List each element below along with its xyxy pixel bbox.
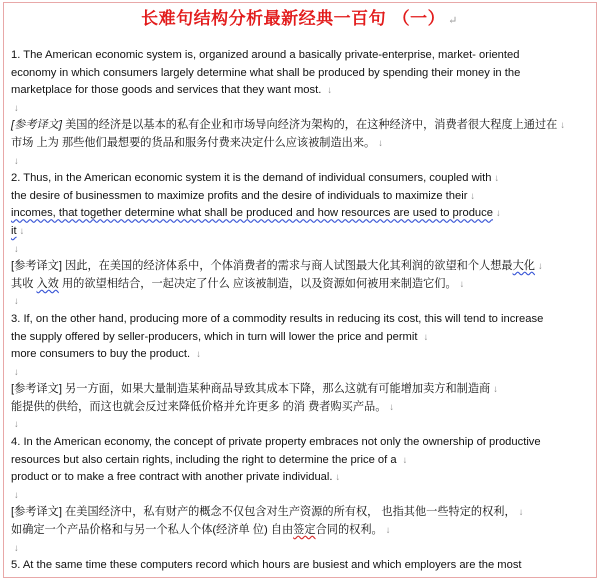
paragraph-mark: ↓ (335, 472, 341, 484)
translation-1-line-1-text: 美国的经济是以基本的私有企业和市场导向经济为架构的，在这种经济中，消费者很大程度上通过在 (61, 119, 558, 132)
paragraph-mark: ↓ (495, 208, 501, 220)
sentence-4-line-1: 4. In the American economy, the concept of private property embraces not only the ownership of productive (11, 436, 541, 449)
sentence-2-line-2-text: the desire of businessmen to maximize profits and the desire of individuals to maximize their (11, 189, 468, 202)
paragraph-mark: ↓ (327, 85, 333, 97)
paragraph-mark: ↓ (14, 489, 19, 501)
translation-2-underlined-word: 大化 (512, 260, 535, 273)
paragraph-mark: ↓ (14, 366, 19, 378)
sentence-1-line-3-text: marketplace for those goods and services that they want most. (11, 84, 325, 97)
paragraph-mark: ↓ (423, 331, 429, 343)
sentence-3-line-2-text: the supply offered by seller-producers, which in turn will lower the price and permit (11, 330, 421, 343)
translation-2-line-1 (11, 258, 588, 276)
blank-line (11, 241, 588, 259)
translation-2-line-2-text-c: 用的欲望相结合，一起决定了什么 应该被制造，以及资源如何被用来制造它们。 (58, 277, 457, 290)
sentence-2-line-3-text: incomes, that together determine what shall be produced and how resources are used to produce (11, 207, 493, 220)
blank-line (11, 540, 588, 558)
blank-line (11, 100, 588, 118)
sentence-3-line-3-text: more consumers to buy the product. (11, 348, 194, 361)
paragraph-mark: ↓ (14, 243, 19, 255)
paragraph-mark: ↓ (378, 137, 383, 149)
sentence-4-line-2-text: resources but also certain rights, including the right to determine the price of a (11, 453, 400, 466)
sentence-4-line-2 (11, 452, 588, 470)
paragraph-mark: ↓ (459, 278, 465, 290)
sentence-5-line-1: 5. At the same time these computers record which hours are busiest and which employers are the most (11, 559, 522, 572)
blank-line (11, 293, 588, 311)
translation-4-line-1 (11, 504, 588, 522)
translation-4-line-2-text-c: 合同的权利。 (315, 524, 383, 537)
paragraph-mark: ↓ (518, 507, 524, 519)
translation-3-line-1 (11, 381, 588, 399)
translation-1-line-2 (11, 135, 588, 153)
sentence-4-line-3-text: product or to make a free contract with another private individual. (11, 471, 333, 484)
paragraph-mark: ↓ (493, 384, 498, 396)
blank-line (11, 364, 588, 382)
sentence-1-line-2: economy in which consumers largely determine what shall be produced by spending their money in the (11, 66, 521, 79)
paragraph-mark: ↓ (14, 296, 19, 308)
translation-2-underlined-word: 入效 (36, 277, 59, 290)
paragraph-mark: ↓ (196, 349, 201, 361)
translation-label: [参考译文] (11, 119, 62, 132)
paragraph-mark: ↓ (494, 173, 500, 185)
paragraph-mark: ↓ (389, 401, 395, 413)
paragraph-mark: ↓ (14, 419, 19, 431)
paragraph-mark: ↓ (14, 102, 19, 114)
blank-line (11, 416, 588, 434)
translation-2-line-2-text-a: 其收 (11, 277, 37, 290)
translation-1-line-2-text: 市场 上为 那些他们最想要的货品和服务付费来决定什么应该被制造出来。 (11, 136, 376, 149)
paragraph-mark: ↓ (14, 155, 19, 167)
translation-1-line-1 (11, 117, 588, 135)
sentence-3-line-1: 3. If, on the other hand, producing more of a commodity results in reducing its cost, this will tend to increase (11, 312, 544, 325)
sentence-2-line-3 (11, 205, 588, 223)
translation-4-line-2-text-a: 如确定一个产品价格和与另一个私人个体(经济单 位) 自由 (11, 524, 294, 537)
translation-4-line-2 (11, 522, 588, 540)
translation-2-line-2 (11, 276, 588, 294)
sentence-3-line-3 (11, 346, 588, 364)
sentence-1-line-1: 1. The American economic system is, organized around a basically private-enterprise, market- oriented (11, 49, 520, 61)
sentence-2-line-1-text: 2. Thus, in the American economic system it is the demand of individual consumers, coupled with (11, 172, 492, 185)
paragraph-mark: ↓ (560, 120, 566, 132)
title-text: 长难句结构分析最新经典一百句 （一） (141, 9, 446, 29)
translation-2-line-1-text: [参考译文] 因此，在美国的经济体系中，个体消费者的需求与商人试图最大化其利润的欲望和个人想最 (11, 260, 513, 273)
sentence-2-line-4 (11, 223, 588, 241)
sentence-4-line-3 (11, 469, 588, 487)
document-title (11, 7, 588, 33)
document-page (3, 2, 597, 578)
translation-3-line-2 (11, 399, 588, 417)
sentence-2-line-4-text: it (11, 224, 17, 237)
translation-4-underlined-word: 签定 (293, 524, 316, 537)
paragraph-mark: ↓ (14, 542, 19, 554)
sentence-2-line-2 (11, 188, 588, 206)
paragraph-mark: ↓ (385, 525, 391, 537)
translation-3-line-1-text: [参考译文] 另一方面，如果大量制造某种商品导致其成本下降，那么这就有可能增加卖方和制造商 (11, 383, 491, 396)
paragraph-mark: ↓ (470, 190, 476, 202)
sentence-3-line-2 (11, 329, 588, 347)
sentence-1-line-3 (11, 82, 588, 100)
return-mark: ↵ (448, 14, 458, 27)
sentence-2-line-1 (11, 170, 588, 188)
blank-line (11, 487, 588, 505)
translation-3-line-2-text: 能提供的供给，而这也就会反过来降低价格并允许更多 的消 费者购买产品。 (11, 400, 387, 413)
translation-4-line-1-text: [参考译文] 在美国经济中，私有财产的概念不仅包含对生产资源的所有权， 也指其他一些特定的权利， (11, 506, 516, 519)
blank-line (11, 153, 588, 171)
paragraph-mark: ↓ (537, 261, 543, 273)
paragraph-mark: ↓ (19, 225, 25, 237)
paragraph-mark: ↓ (402, 454, 408, 466)
